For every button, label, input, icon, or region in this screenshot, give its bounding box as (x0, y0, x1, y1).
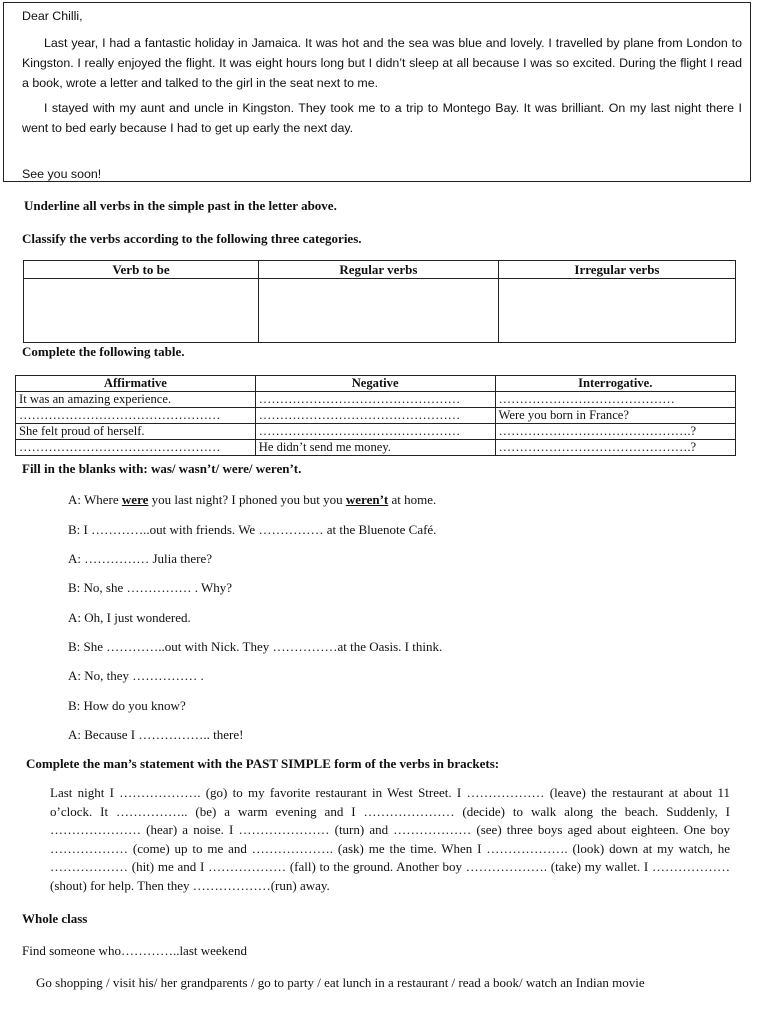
classify-cell-regular[interactable] (258, 279, 498, 343)
classify-header-verb-to-be: Verb to be (24, 261, 259, 279)
task4-instruction: Fill in the blanks with: was/ wasn’t/ were/ weren’t. (22, 461, 302, 476)
transform-cell[interactable]: ………………………………………… (255, 424, 495, 440)
transform-cell[interactable]: ………………………………………… (255, 408, 495, 424)
dialog-text: you last night? I phoned you but you (148, 492, 346, 507)
classify-cell-verb-to-be[interactable] (24, 279, 259, 343)
story-paragraph[interactable]: Last night I ………………. (go) to my favorite restaurant in West Street. I ……………… (leave) the restaurant at about 11 o’clock. It …………….. (be) a warm evening and I ………………… (decide) to walk along the beach. Suddenly, I ………………… (hear) a noise. I ………………… (turn) and ……………… (see) three boys aged about eighteen. One boy ……………… (come) up to me and ………………. (ask) me the time. When I ………………. (look) down at my watch, he ……………… (hit) me and I ……………… (fall) to the ground. Another boy ………………. (take) my wallet. I ……………… (shout) for help. Then they ………………(run) away. (50, 785, 730, 893)
dialog-line[interactable]: A: …………… Julia there? (68, 551, 213, 566)
transform-cell: It was an amazing experience. (16, 392, 256, 408)
dialog-line[interactable]: A: Because I …………….. there! (68, 727, 244, 742)
dialog-text: A: Where (68, 492, 122, 507)
classify-cell-irregular[interactable] (498, 279, 735, 343)
dialog-line: A: Oh, I just wondered. (68, 610, 191, 625)
task2-instruction: Classify the verbs according to the following three categories. (22, 231, 362, 246)
dialog-line[interactable]: B: No, she …………… . Why? (68, 580, 233, 595)
letter-closing: See you soon! (22, 167, 102, 181)
dialog-line[interactable]: B: She …………..out with Nick. They ……………at the Oasis. I think. (68, 639, 443, 654)
dialog-text: at home. (388, 492, 437, 507)
task3-instruction: Complete the following table. (22, 344, 185, 359)
transform-cell[interactable]: ……………………………………….? (495, 424, 736, 440)
whole-class-heading: Whole class (22, 911, 88, 926)
dialog-line[interactable]: B: I …………..out with friends. We …………… at the Bluenote Café. (68, 522, 437, 537)
transform-cell[interactable]: ………………………………………… (16, 408, 256, 424)
letter-salutation: Dear Chilli, (22, 9, 83, 23)
transform-header-negative: Negative (255, 376, 495, 392)
transform-header-affirmative: Affirmative (16, 376, 256, 392)
transform-cell[interactable]: …………………………………… (495, 392, 736, 408)
transform-cell[interactable]: ………………………………………… (255, 392, 495, 408)
find-someone-prompt: Find someone who…………..last weekend (22, 943, 247, 958)
letter-paragraph-1: Last year, I had a fantastic holiday in Jamaica. It was hot and the sea was blue and lovely. I travelled by plane from London to Kingston. I really enjoyed the flight. It was eight hours long but I didn’t sleep at all because I was so excited. During the flight I read a book, wrote a letter and talked to the girl in the seat next to me. (22, 36, 742, 90)
classify-header-irregular: Irregular verbs (498, 261, 735, 279)
transform-cell: He didn’t send me money. (255, 440, 495, 456)
letter-box (3, 2, 751, 182)
dialog-line: B: How do you know? (68, 698, 186, 713)
transform-table (15, 375, 736, 456)
dialog-line (68, 492, 436, 508)
transform-cell: She felt proud of herself. (16, 424, 256, 440)
transform-cell: Were you born in France? (495, 408, 736, 424)
activity-options: Go shopping / visit his/ her grandparents / go to party / eat lunch in a restaurant / read a book/ watch an Indian movie (36, 975, 645, 990)
letter-paragraph-2: I stayed with my aunt and uncle in Kingston. They took me to a trip to Montego Bay. It was brilliant. On my last night there I went to bed early because I had to get up early the next day. (22, 101, 742, 135)
example-answer-werent: weren’t (345, 492, 389, 507)
classify-table (23, 260, 736, 343)
classify-header-regular: Regular verbs (258, 261, 498, 279)
example-answer-were: were (121, 492, 149, 507)
dialog-line[interactable]: A: No, they …………… . (68, 668, 204, 683)
task5-instruction: Complete the man’s statement with the PAST SIMPLE form of the verbs in brackets: (26, 756, 500, 771)
transform-cell[interactable]: ………………………………………… (16, 440, 256, 456)
task1-instruction: Underline all verbs in the simple past in the letter above. (24, 198, 337, 213)
transform-cell[interactable]: ……………………………………….? (495, 440, 736, 456)
transform-header-interrogative: Interrogative. (495, 376, 736, 392)
